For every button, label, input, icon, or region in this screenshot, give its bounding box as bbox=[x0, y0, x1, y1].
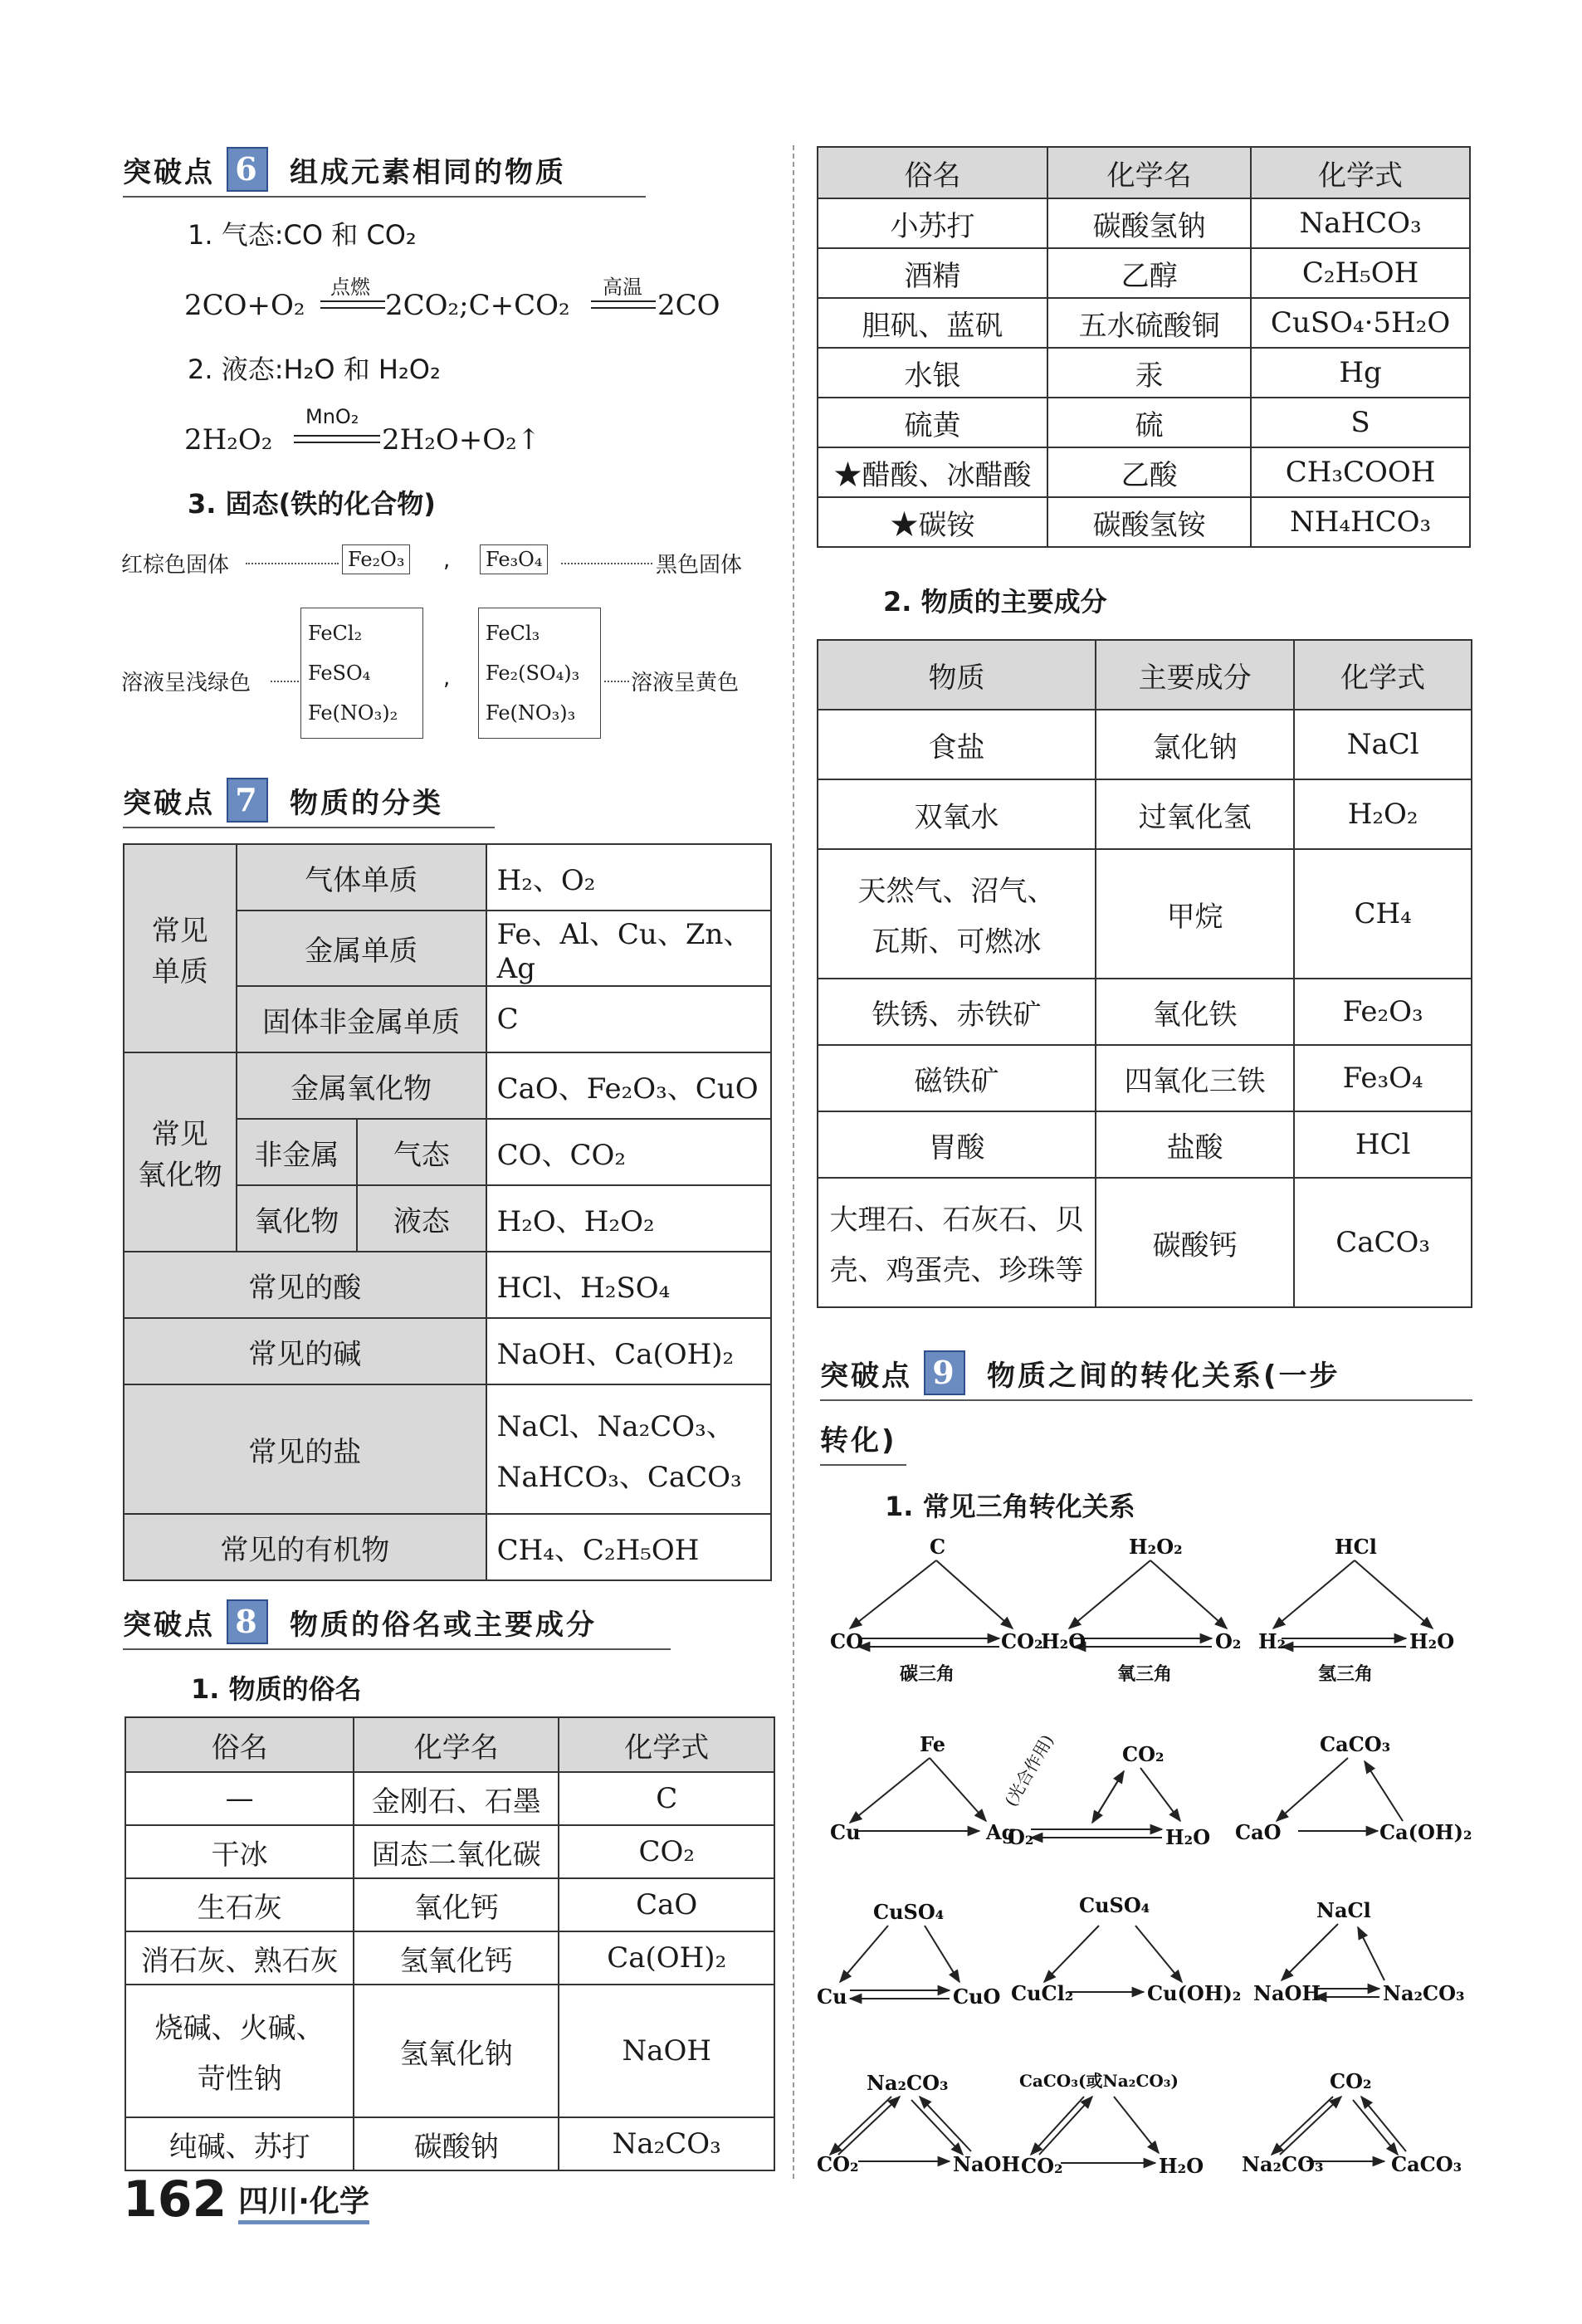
node-label: CO₂ bbox=[1001, 1629, 1043, 1653]
table-cell: 汞 bbox=[1047, 348, 1251, 398]
category-cell: 常见的盐 bbox=[124, 1384, 486, 1514]
table-cell: C₂H₅OH bbox=[1251, 248, 1470, 298]
node-label: H₂O bbox=[1409, 1629, 1455, 1653]
table-cell: S bbox=[1251, 398, 1470, 447]
table-cell: ★醋酸、冰醋酸 bbox=[818, 447, 1047, 497]
node-label: CuSO₄ bbox=[873, 1900, 945, 1924]
cell-line: 常见 bbox=[151, 914, 208, 948]
table-row bbox=[818, 398, 1470, 447]
table-row bbox=[125, 1985, 774, 2117]
table-cell: 消石灰、熟石灰 bbox=[125, 1931, 354, 1985]
table-row bbox=[125, 1825, 774, 1878]
section-number: 6 bbox=[227, 147, 268, 192]
table-row bbox=[818, 298, 1470, 348]
header-cell: 俗名 bbox=[125, 1717, 354, 1772]
liquid-equation-a-text: 2H₂O₂ bbox=[184, 423, 273, 456]
node-label: H₂O bbox=[1041, 1629, 1086, 1653]
section-label: 突破点 bbox=[123, 155, 215, 189]
section-label: 突破点 bbox=[123, 786, 215, 820]
table-cell: NH₄HCO₃ bbox=[1251, 497, 1470, 547]
table-header-row bbox=[818, 640, 1472, 710]
table-cell: 硫黄 bbox=[818, 398, 1047, 447]
group-cell bbox=[124, 844, 237, 1052]
node-label: NaOH bbox=[953, 2152, 1021, 2175]
table-row bbox=[124, 1052, 771, 1119]
cell-line: 常见 bbox=[151, 1118, 208, 1151]
table-row bbox=[818, 849, 1472, 979]
subcategory-cell: 液态 bbox=[357, 1185, 486, 1252]
section-label: 突破点 bbox=[820, 1359, 912, 1393]
category-cell: 常见的酸 bbox=[124, 1252, 486, 1318]
liquid-equation-condition: MnO₂ bbox=[305, 405, 359, 428]
table-cell: H₂O₂ bbox=[1294, 779, 1472, 849]
category-cell: 常见的碱 bbox=[124, 1318, 486, 1384]
node-label: HCl bbox=[1335, 1535, 1377, 1559]
gas-state-heading: 1. 气态:CO 和 CO₂ bbox=[188, 219, 417, 251]
table-cell: 碳酸氢铵 bbox=[1047, 497, 1251, 547]
category-cell: 固体非金属单质 bbox=[237, 986, 486, 1052]
subcategory-cell: 气态 bbox=[357, 1119, 486, 1185]
header-cell: 物质 bbox=[818, 640, 1096, 710]
table-cell: HCl bbox=[1294, 1111, 1472, 1178]
separator-comma: , bbox=[443, 666, 451, 691]
node-label: O₂ bbox=[1008, 1825, 1034, 1849]
node-label: CO bbox=[830, 1629, 864, 1653]
section-title: 物质的分类 bbox=[290, 786, 443, 820]
node-label: H₂ bbox=[1258, 1629, 1287, 1653]
table-cell: 氧化钙 bbox=[354, 1878, 559, 1931]
node-label: NaOH bbox=[1253, 1981, 1321, 2005]
black-solid-label: 黑色固体 bbox=[656, 553, 743, 578]
solid-state-heading: 3. 固态(铁的化合物) bbox=[188, 488, 436, 520]
table-cell: 氯化钠 bbox=[1096, 710, 1294, 779]
cell-line: 苛性钠 bbox=[197, 2063, 282, 2096]
value-cell: CaO、Fe₂O₃、CuO bbox=[486, 1052, 771, 1119]
table-cell: 金刚石、石墨 bbox=[354, 1772, 559, 1825]
section-9-header bbox=[820, 1346, 1472, 1401]
ferric-compounds-box bbox=[478, 608, 601, 739]
section-7-header bbox=[123, 774, 495, 828]
table-row bbox=[818, 779, 1472, 849]
table-row bbox=[124, 1318, 771, 1384]
table-cell: — bbox=[125, 1772, 354, 1825]
section-title-continued: 转化) bbox=[820, 1423, 897, 1457]
cell-line: 烧碱、火碱、 bbox=[154, 2012, 325, 2045]
category-cell: 非金属 bbox=[237, 1119, 358, 1185]
table-row bbox=[125, 2117, 774, 2170]
table-cell: 甲烷 bbox=[1096, 849, 1294, 979]
group-cell bbox=[124, 1052, 237, 1252]
equals-sign bbox=[320, 300, 385, 309]
table-cell: NaOH bbox=[559, 1985, 774, 2117]
table-cell: Hg bbox=[1251, 348, 1470, 398]
triangle-name: 碳三角 bbox=[900, 1663, 955, 1685]
node-label: Cu bbox=[830, 1820, 861, 1844]
table-row bbox=[818, 447, 1470, 497]
node-label: NaCl bbox=[1316, 1898, 1371, 1922]
node-label: CuSO₄ bbox=[1079, 1893, 1150, 1917]
header-cell: 化学式 bbox=[1251, 147, 1470, 198]
value-cell: NaOH、Ca(OH)₂ bbox=[486, 1318, 771, 1384]
table-cell: Fe₃O₄ bbox=[1294, 1045, 1472, 1111]
dotted-leader bbox=[561, 563, 652, 564]
table-cell: 过氧化氢 bbox=[1096, 779, 1294, 849]
node-label: Na₂CO₃ bbox=[1383, 1981, 1465, 2005]
table-cell: 胃酸 bbox=[818, 1111, 1096, 1178]
red-brown-solid-label: 红棕色固体 bbox=[121, 553, 230, 578]
separator-comma: , bbox=[443, 548, 451, 573]
table-cell: 酒精 bbox=[818, 248, 1047, 298]
table-cell: CO₂ bbox=[559, 1825, 774, 1878]
ferric-item: FeCl₃ bbox=[486, 622, 540, 645]
table-cell: 纯碱、苏打 bbox=[125, 2117, 354, 2170]
ferrous-item: Fe(NO₃)₂ bbox=[308, 701, 398, 725]
section-title: 物质的俗名或主要成分 bbox=[290, 1608, 597, 1642]
equals-sign bbox=[591, 300, 656, 309]
table-cell: 碳酸钠 bbox=[354, 2117, 559, 2170]
equals-sign bbox=[294, 435, 380, 443]
table-cell: CH₄ bbox=[1294, 849, 1472, 979]
fe2o3-box: Fe₂O₃ bbox=[342, 544, 410, 574]
node-label: H₂O₂ bbox=[1129, 1535, 1183, 1559]
value-cell: CO、CO₂ bbox=[486, 1119, 771, 1185]
table-cell: 干冰 bbox=[125, 1825, 354, 1878]
node-label: CO₂ bbox=[1021, 2154, 1063, 2175]
table-cell: NaHCO₃ bbox=[1251, 198, 1470, 248]
gas-equation-b: 2CO₂;C+CO₂ bbox=[385, 289, 570, 322]
table-row bbox=[818, 979, 1472, 1045]
table-row bbox=[818, 1178, 1472, 1307]
table-header-row bbox=[818, 147, 1470, 198]
node-label: Fe bbox=[920, 1732, 945, 1756]
value-cell: H₂、O₂ bbox=[486, 844, 771, 911]
table-row bbox=[124, 1514, 771, 1580]
photosynthesis-note: (光合作用) bbox=[1000, 1731, 1058, 1810]
value-cell: CH₄、C₂H₅OH bbox=[486, 1514, 771, 1580]
table-cell: Fe₂O₃ bbox=[1294, 979, 1472, 1045]
table-cell: 乙酸 bbox=[1047, 447, 1251, 497]
node-label: CuO bbox=[953, 1985, 1001, 2009]
node-label: C bbox=[930, 1535, 946, 1559]
node-label: H₂O bbox=[1159, 2154, 1204, 2175]
table-row bbox=[125, 1878, 774, 1931]
node-label: CaCO₃ bbox=[1391, 2152, 1462, 2175]
category-cell: 常见的有机物 bbox=[124, 1514, 486, 1580]
gas-equation-condition-1: 点燃 bbox=[330, 276, 370, 299]
triangle-name: 氢三角 bbox=[1318, 1663, 1374, 1685]
section-title: 物质之间的转化关系(一步 bbox=[987, 1359, 1340, 1393]
cell-line: NaCl、Na₂CO₃、 bbox=[496, 1410, 735, 1443]
table-cell: 生石灰 bbox=[125, 1878, 354, 1931]
node-label: CaCO₃(或Na₂CO₃) bbox=[1019, 2071, 1179, 2091]
table-cell: 硫 bbox=[1047, 398, 1251, 447]
table-row bbox=[125, 1931, 774, 1985]
table-cell: CH₃COOH bbox=[1251, 447, 1470, 497]
column-divider bbox=[793, 145, 794, 2179]
table-row bbox=[124, 1252, 771, 1318]
gas-equation-c: 2CO bbox=[657, 289, 720, 322]
node-label: H₂O bbox=[1165, 1825, 1211, 1849]
table-cell: C bbox=[559, 1772, 774, 1825]
book-title: 四川·化学 bbox=[238, 2178, 369, 2224]
section-number: 7 bbox=[227, 778, 268, 823]
header-cell: 俗名 bbox=[818, 147, 1047, 198]
node-label: Cu bbox=[817, 1985, 847, 2009]
table-row bbox=[124, 1384, 771, 1514]
dotted-leader bbox=[604, 681, 629, 682]
cell-line: 壳、鸡蛋壳、珍珠等 bbox=[829, 1254, 1084, 1287]
table-cell: 碳酸氢钠 bbox=[1047, 198, 1251, 248]
value-cell: H₂O、H₂O₂ bbox=[486, 1185, 771, 1252]
section-title: 组成元素相同的物质 bbox=[290, 155, 566, 189]
node-label: CaCO₃ bbox=[1320, 1732, 1391, 1756]
table-cell: 五水硫酸铜 bbox=[1047, 298, 1251, 348]
node-label: Na₂CO₃ bbox=[1242, 2152, 1324, 2175]
common-names-table-left bbox=[125, 1716, 775, 2171]
category-cell: 氧化物 bbox=[237, 1185, 358, 1252]
table-row bbox=[125, 1772, 774, 1825]
cell-line: NaHCO₃、CaCO₃ bbox=[496, 1461, 742, 1494]
node-label: O₂ bbox=[1215, 1629, 1242, 1653]
table-cell: 乙醇 bbox=[1047, 248, 1251, 298]
table-row bbox=[818, 198, 1470, 248]
common-names-table-right bbox=[817, 146, 1471, 548]
header-cell: 化学名 bbox=[354, 1717, 559, 1772]
main-components-table bbox=[817, 639, 1472, 1308]
main-components-heading: 2. 物质的主要成分 bbox=[883, 586, 1107, 618]
table-row bbox=[818, 710, 1472, 779]
table-cell bbox=[818, 849, 1096, 979]
ferrous-item: FeSO₄ bbox=[308, 662, 371, 685]
section-9-header-continued bbox=[820, 1411, 906, 1466]
table-row bbox=[818, 497, 1470, 547]
section-6-header bbox=[123, 143, 646, 198]
table-cell: 双氧水 bbox=[818, 779, 1096, 849]
section-number: 8 bbox=[227, 1599, 268, 1644]
category-cell: 金属氧化物 bbox=[237, 1052, 486, 1119]
table-cell: 食盐 bbox=[818, 710, 1096, 779]
table-cell: 水银 bbox=[818, 348, 1047, 398]
node-label: Cu(OH)₂ bbox=[1147, 1981, 1242, 2005]
table-cell: CaCO₃ bbox=[1294, 1178, 1472, 1307]
ferric-item: Fe₂(SO₄)₃ bbox=[486, 662, 580, 685]
value-cell: C bbox=[486, 986, 771, 1052]
node-label: Na₂CO₃ bbox=[867, 2071, 949, 2095]
table-cell: 盐酸 bbox=[1096, 1111, 1294, 1178]
section-label: 突破点 bbox=[123, 1608, 215, 1642]
table-row bbox=[818, 1111, 1472, 1178]
page-number: 162 bbox=[123, 2170, 227, 2229]
category-cell: 金属单质 bbox=[237, 911, 486, 986]
header-cell: 化学式 bbox=[1294, 640, 1472, 710]
ferrous-compounds-box bbox=[300, 608, 423, 739]
table-cell: 氢氧化钠 bbox=[354, 1985, 559, 2117]
table-row bbox=[124, 844, 771, 911]
table-cell bbox=[818, 1178, 1096, 1307]
triangle-diagrams bbox=[817, 1527, 1481, 2175]
cell-line: 天然气、沼气、 bbox=[857, 875, 1056, 908]
category-cell: 气体单质 bbox=[237, 844, 486, 911]
liquid-equation-b: 2H₂O+O₂↑ bbox=[382, 423, 541, 456]
cell-line: 大理石、石灰石、贝 bbox=[829, 1204, 1084, 1237]
table-header-row bbox=[125, 1717, 774, 1772]
value-cell: Fe、Al、Cu、Zn、Ag bbox=[486, 911, 771, 986]
light-green-solution-label: 溶液呈浅绿色 bbox=[121, 671, 251, 696]
table-cell: 磁铁矿 bbox=[818, 1045, 1096, 1111]
yellow-solution-label: 溶液呈黄色 bbox=[631, 671, 740, 696]
table-row bbox=[818, 348, 1470, 398]
classification-table bbox=[123, 843, 772, 1581]
node-label: CaO bbox=[1235, 1820, 1282, 1844]
node-label: CO₂ bbox=[1330, 2069, 1372, 2093]
header-cell: 化学式 bbox=[559, 1717, 774, 1772]
page-footer bbox=[123, 2170, 369, 2229]
node-label: Ag bbox=[986, 1820, 1016, 1844]
table-cell: Ca(OH)₂ bbox=[559, 1931, 774, 1985]
value-cell bbox=[486, 1384, 771, 1514]
fe3o4-box: Fe₃O₄ bbox=[480, 544, 548, 574]
header-cell: 化学名 bbox=[1047, 147, 1251, 198]
dotted-leader bbox=[246, 563, 339, 564]
triangle-relations-heading: 1. 常见三角转化关系 bbox=[885, 1491, 1135, 1522]
node-label: CO₂ bbox=[1122, 1742, 1165, 1766]
section-8-header bbox=[123, 1595, 671, 1650]
node-label: CO₂ bbox=[817, 2152, 859, 2175]
table-cell: 固态二氧化碳 bbox=[354, 1825, 559, 1878]
gas-equation-condition-2: 高温 bbox=[603, 276, 642, 299]
node-label: Ca(OH)₂ bbox=[1379, 1820, 1472, 1844]
table-cell: ★碳铵 bbox=[818, 497, 1047, 547]
cell-line: 氧化物 bbox=[137, 1159, 222, 1192]
table-cell: 胆矾、蓝矾 bbox=[818, 298, 1047, 348]
common-names-heading: 1. 物质的俗名 bbox=[191, 1673, 362, 1705]
cell-line: 单质 bbox=[151, 954, 208, 989]
table-row bbox=[818, 1045, 1472, 1111]
table-row bbox=[818, 248, 1470, 298]
table-cell: Na₂CO₃ bbox=[559, 2117, 774, 2170]
table-cell: 铁锈、赤铁矿 bbox=[818, 979, 1096, 1045]
gas-equation-a: 2CO+O₂ bbox=[184, 289, 305, 322]
node-label: CuCl₂ bbox=[1011, 1981, 1074, 2005]
table-cell: 碳酸钙 bbox=[1096, 1178, 1294, 1307]
header-cell: 主要成分 bbox=[1096, 640, 1294, 710]
liquid-state-heading: 2. 液态:H₂O 和 H₂O₂ bbox=[188, 354, 441, 385]
table-cell: 小苏打 bbox=[818, 198, 1047, 248]
ferric-item: Fe(NO₃)₃ bbox=[486, 701, 576, 725]
cell-line: 瓦斯、可燃冰 bbox=[872, 925, 1042, 959]
table-cell: 四氧化三铁 bbox=[1096, 1045, 1294, 1111]
table-cell: 氢氧化钙 bbox=[354, 1931, 559, 1985]
table-cell bbox=[125, 1985, 354, 2117]
value-cell: HCl、H₂SO₄ bbox=[486, 1252, 771, 1318]
table-cell: NaCl bbox=[1294, 710, 1472, 779]
ferrous-item: FeCl₂ bbox=[308, 622, 363, 645]
section-number: 9 bbox=[924, 1350, 965, 1395]
table-cell: 氧化铁 bbox=[1096, 979, 1294, 1045]
triangle-name: 氧三角 bbox=[1117, 1663, 1173, 1685]
dotted-leader bbox=[271, 681, 299, 682]
table-cell: CuSO₄·5H₂O bbox=[1251, 298, 1470, 348]
table-cell: CaO bbox=[559, 1878, 774, 1931]
